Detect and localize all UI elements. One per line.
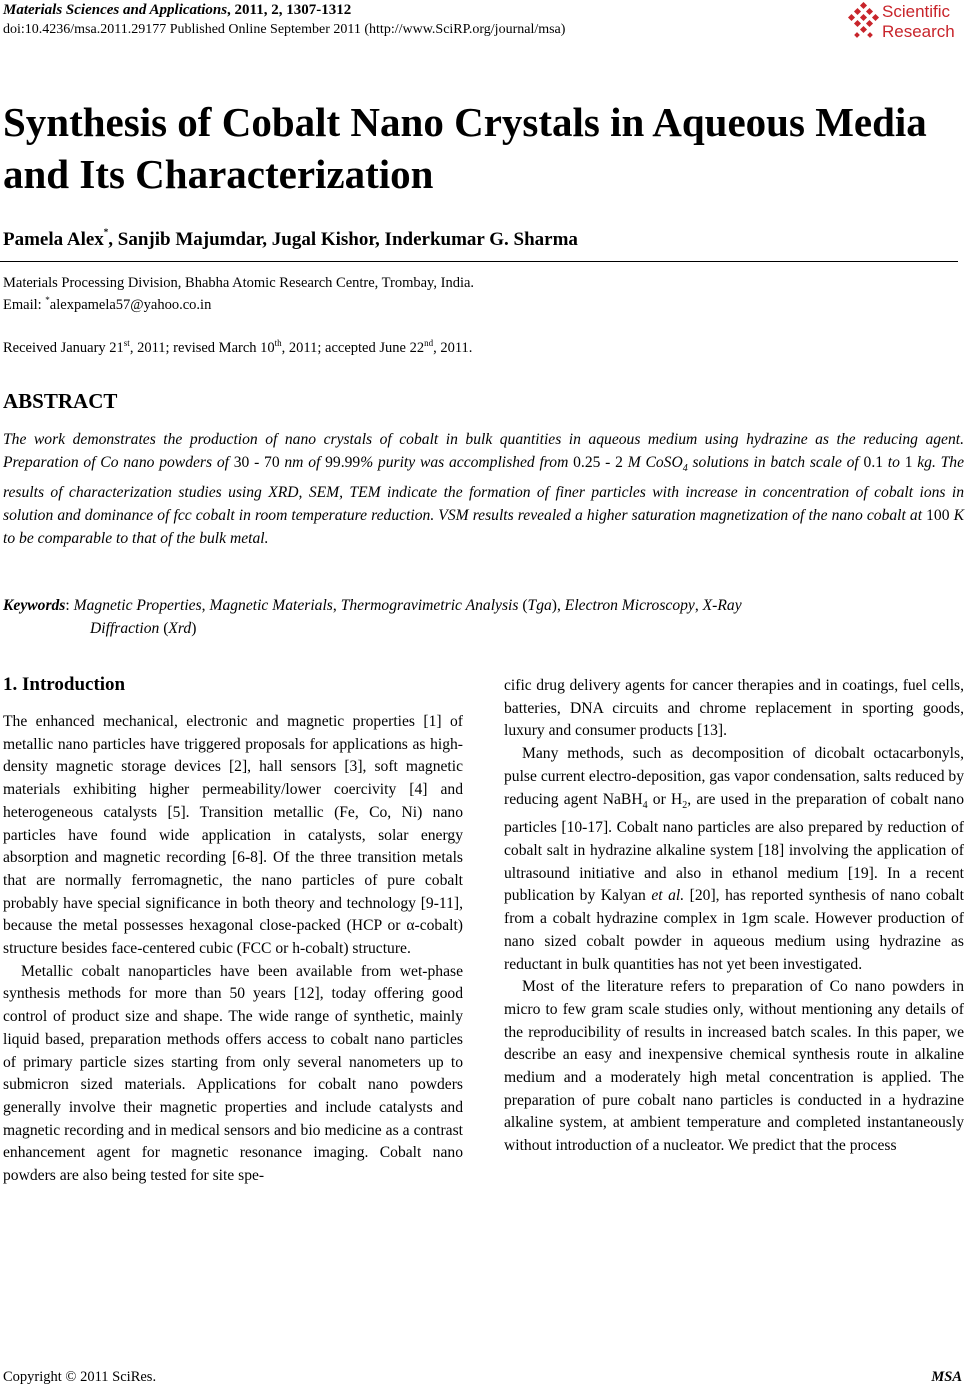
accepted-sup: nd <box>424 338 434 348</box>
corresponding-mark: * <box>103 227 109 237</box>
paragraph-text: , are used in the preparation of cobalt nano particles [10-17]. Cobalt nano particles are also prepared by reduction of cobalt salt in hydrazine alkaline system [18] involving the application of ultrasound initiative and also in ethanol medium [19]. In a recent publication by Kalyan <box>504 790 964 905</box>
email-line <box>3 297 211 314</box>
right-column <box>504 675 964 1158</box>
keyword: Thermogravimetric Analysis <box>340 597 519 614</box>
journal-abbr: MSA <box>931 1369 962 1385</box>
keyword: Diffraction <box>90 620 160 637</box>
affiliation: Materials Processing Division, Bhabha Atomic Research Centre, Trombay, India. <box>3 275 475 291</box>
keyword-sep: , <box>332 597 341 614</box>
journal-volume: , 2011, 2, 1307-1312 <box>227 2 352 18</box>
journal-name: Materials Sciences and Applications <box>3 2 228 18</box>
author-list <box>3 229 578 251</box>
email-mark: * <box>45 295 50 305</box>
doi-line: doi:10.4236/msa.2011.29177 Published Online September 2011 (http://www.SciRP.org/journal/msa) <box>3 22 566 37</box>
received-sup: st <box>123 338 130 348</box>
received-text: Received January 21 <box>3 340 124 356</box>
abstract-heading: ABSTRACT <box>3 389 118 413</box>
journal-header <box>3 2 351 19</box>
header-divider <box>0 261 958 262</box>
received-dates <box>3 340 472 357</box>
et-al: et al. <box>651 887 685 905</box>
paragraph-text: Many methods, such as decomposition of dicobalt octacarbonyls, pulse current electro-deposition, gas vapor condensation, salts reduced by reducing agent NaBH <box>504 745 964 808</box>
keyword-sep: , <box>694 597 703 614</box>
paragraph: cific drug delivery agents for cancer therapies and in coatings, fuel cells, batteries, DNA circuits and chrome replacement in sporting goods, luxury and consumer products [13]. <box>504 677 964 740</box>
keywords <box>3 594 963 640</box>
subscript: 4 <box>642 799 648 811</box>
keyword-sep: ) <box>191 620 197 637</box>
keyword: Tga <box>527 597 552 614</box>
keyword-sep: , <box>201 597 210 614</box>
paragraph: Most of the literature refers to preparation of Co nano powders in micro to few gram scale studies only, without mentioning any details of the reproducibility of results in increased batch scales. In this paper, we describe an easy and inexpensive chemical synthesis route in alkaline medium and a moderately high metal concentration is applied. The preparation of pure cobalt nano particles is conducted in a hydrazine alkaline system, at ambient temperature and completed instantaneously without introduction of a nucleator. We predict that the process <box>504 978 964 1155</box>
keyword: Magnetic Materials <box>209 597 333 614</box>
keyword: Electron Microscopy <box>564 597 695 614</box>
logo-line-2: Research <box>882 22 955 41</box>
abstract-part: The work demonstrates the production of nano crystals of cobalt in bulk quantities in aqueous medium using hydrazine as the reducing agent. Preparation of Co nano powders of <box>3 431 964 472</box>
keyword: Xrd <box>168 620 192 637</box>
subscript: 2 <box>682 799 688 811</box>
abstract-part: kg. The results of characterization studies using XRD, SEM, TEM indicate the formation of finer particles with increase in concentration of cobalt ions in solution and dominance of fcc cobalt in room temperature reduction. VSM results revealed a higher saturation magnetization of the nano cobalt at <box>3 454 965 524</box>
left-column <box>3 711 463 1188</box>
paper-title: Synthesis of Cobalt Nano Crystals in Aqueous Media and Its Characterization <box>3 99 927 197</box>
keyword-sep: ), <box>551 597 565 614</box>
abstract-subscript: 4 <box>682 463 688 475</box>
keywords-line-1 <box>3 594 963 617</box>
first-author: Pamela Alex <box>3 229 104 250</box>
abstract-number: 1 <box>904 454 913 472</box>
paragraph: The enhanced mechanical, electronic and magnetic properties [1] of metallic nano particles have triggered proposals for applications as high-density magnetic storage devices [2], hall sensors [3], soft magnetic materials exhibiting higher permeability/lower coercivity [4] and heterogeneous catalysts [5]. Transition metallic (Fe, Co, Ni) nano particles have found wide application in catalysts, solar energy absorption and magnetic recording [6-8]. Of the three transition metals that are normally ferromagnetic, the nano particles of pure cobalt probably have special significance in both theory and technology [9-11], because the metal possesses hexagonal close-packed (HCP or α-cobalt) structure besides face-centered cubic (FCC or h-cobalt) structure. <box>3 713 463 958</box>
revised-text: , 2011; revised March 10 <box>129 340 275 356</box>
abstract-part: % purity was accomplished from <box>360 454 574 472</box>
keyword: X-Ray <box>702 597 742 614</box>
accepted-year: , 2011. <box>433 340 473 356</box>
paragraph: Metallic cobalt nanoparticles have been available from wet-phase synthesis methods for more than 50 years [12], today offering good control of product size and shape. The wide range of synthetic, mainly liquid based, preparation methods offers access to cobalt nano particles of primary particle sizes starting from only several nanometers up to submicron sized materials. Applications for cobalt nano powders generally involve their magnetic properties and include catalysts and magnetic recording and in medical sensors and bio medicine as a contrast enhancement agent for magnetic resonance imaging. Cobalt nano powders are also being tested for site spe- <box>3 962 463 1185</box>
copyright: Copyright © 2011 SciRes. <box>3 1369 157 1385</box>
abstract-number: 99.99 <box>325 454 361 472</box>
paragraph-text: [20], has reported synthesis of nano cobalt from a cobalt hydrazine complex in 1gm scale. However production of nano sized cobalt powder in aqueous medium using hydrazine as reductant in bulk quantities has not yet been investigated. <box>504 887 964 973</box>
logo-text <box>882 2 955 42</box>
paragraph <box>504 743 964 976</box>
abstract-number: 0.1 <box>863 454 884 472</box>
abstract-number: 0.25 - 2 <box>573 454 623 472</box>
abstract-number: 30 - 70 <box>233 454 280 472</box>
abstract-part: to <box>883 454 905 472</box>
abstract-part: solutions in batch scale of <box>687 454 864 472</box>
keyword: Magnetic Properties <box>73 597 202 614</box>
keyword-sep: ( <box>159 620 169 637</box>
introduction-heading: 1. Introduction <box>3 674 126 695</box>
revised-sup: th <box>274 338 282 348</box>
scientific-research-diamond-logo-icon <box>848 2 880 42</box>
logo-line-1: Scientific <box>882 2 951 21</box>
abstract-part: nm of <box>279 454 326 472</box>
paragraph-text: or H <box>647 790 683 808</box>
other-authors: , Sanjib Majumdar, Jugal Kishor, Inderkumar G. Sharma <box>108 229 578 250</box>
email-address[interactable]: alexpamela57@yahoo.co.in <box>49 297 212 313</box>
keyword-sep: ( <box>518 597 528 614</box>
keywords-colon: : <box>65 597 74 614</box>
keywords-label: Keywords <box>3 597 66 614</box>
email-label: Email: <box>3 297 46 313</box>
abstract-number: 100 <box>926 507 950 524</box>
accepted-text: , 2011; accepted June 22 <box>281 340 425 356</box>
abstract-text <box>3 428 964 551</box>
abstract-part: M CoSO <box>622 454 683 472</box>
abstract-part: K to be comparable to that of the bulk metal. <box>3 507 964 548</box>
keywords-line-2 <box>3 617 963 640</box>
publisher-logo <box>848 2 964 44</box>
